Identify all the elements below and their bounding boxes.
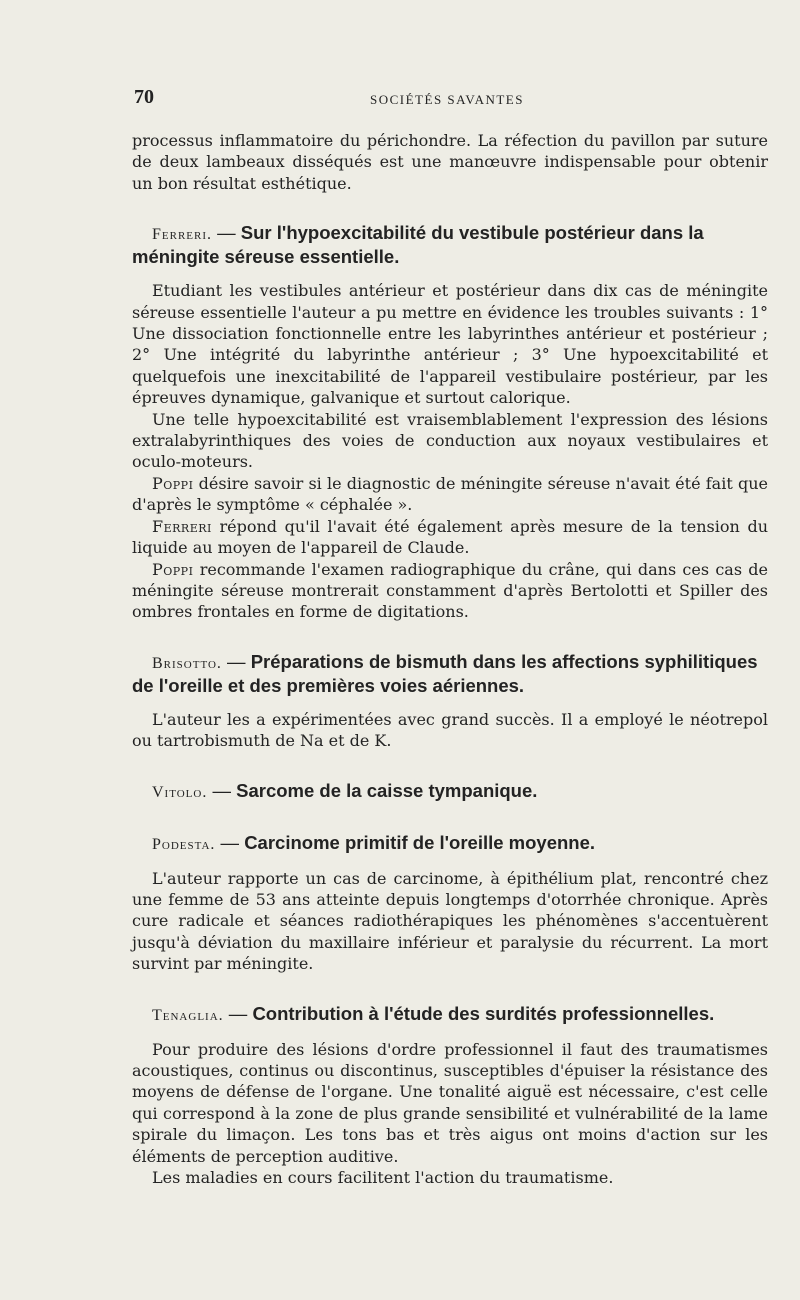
page-header <box>134 86 768 116</box>
paragraph: Etudiant les vestibules antérieur et postérieur dans dix cas de méningite séreuse essentielle l'auteur a pu mettre en évidence les troubles suivants : 1° Une dissociation fonctionnelle entre les labyrinthes antérieur et postérieur ; 2° Une intégrité du labyrinthe antérieur ; 3° Une hypoexcitabilité et quelquefois une inexcitabilité de l'appareil vestibulaire postérieur, par les épreuves dynamique, galvanique et surtout calorique. <box>132 281 768 408</box>
dash: — <box>207 779 237 801</box>
entry-title: Carcinome primitif de l'oreille moyenne. <box>244 831 596 853</box>
entry-heading-ferreri <box>132 222 768 268</box>
entry-title: Sarcome de la caisse tympanique. <box>236 779 538 801</box>
author-name: Ferreri. <box>152 226 213 244</box>
continuation-paragraph: processus inflammatoire du périchondre. La réfection du pavillon par suture de deux lambeaux disséqués est une manœuvre indispensable pour obtenir un bon résultat esthétique. <box>132 131 768 193</box>
entry-heading-brisotto <box>132 651 768 697</box>
speaker-name: Poppi <box>152 559 194 579</box>
page-number: 70 <box>134 86 154 108</box>
paragraph <box>132 516 768 559</box>
paragraph: L'auteur les a expérimentées avec grand succès. Il a employé le néotrepol ou tartrobismuth de Na et de K. <box>132 709 768 751</box>
paragraph: L'auteur rapporte un cas de carcinome, à épithélium plat, rencontré chez une femme de 53 ans atteinte depuis longtemps d'otorrhée chronique. Après cure radicale et séances radiothérapiques les phénomènes s'accentuèrent jusqu'à déviation du maxillaire inférieur et paralysie du récurrent. La mort survint par méningite. <box>132 868 768 974</box>
entry-heading-tenaglia <box>132 1003 768 1027</box>
running-title: SOCIÉTÉS SAVANTES <box>370 92 524 107</box>
entry-title: Sur l'hypoexcitabilité du vestibule postérieur dans la méningite séreuse essentielle. <box>132 222 704 268</box>
entry-title: Préparations de bismuth dans les affections syphilitiques de l'oreille et des premières voies aériennes. <box>132 650 758 696</box>
author-name: Podesta. <box>152 835 216 853</box>
paragraph: Les maladies en cours facilitent l'action du traumatisme. <box>152 1168 614 1187</box>
dash: — <box>212 222 241 244</box>
paragraph: Pour produire des lésions d'ordre professionnel il faut des traumatismes acoustiques, continus ou discontinus, susceptibles d'épuiser la résistance des moyens de défense de l'organe. Une tonalité aiguë est nécessaire, c'est celle qui correspond à la zone de plus grande sensibilité et vulnérabilité de la lame spirale du limaçon. Les tons bas et très aigus ont moins d'action sur les éléments de perception auditive. <box>132 1039 768 1166</box>
entry-heading-vitolo <box>132 780 768 804</box>
article-body <box>132 130 768 1188</box>
speaker-name: Ferreri <box>152 516 212 536</box>
dash: — <box>223 1002 253 1024</box>
author-name: Vitolo. <box>152 783 208 801</box>
dash: — <box>215 831 245 853</box>
paragraph <box>132 473 768 516</box>
paragraph: Une telle hypoexcitabilité est vraisemblablement l'expression des lésions extralabyrinthiques des voies de conduction aux noyaux vestibulaires et oculo-moteurs. <box>132 409 768 472</box>
speaker-name: Poppi <box>152 473 194 493</box>
paragraph <box>132 559 768 623</box>
paragraph-text: recommande l'examen radiographique du crâne, qui dans ces cas de méningite séreuse montrerait constamment d'après Bertolotti et Spiller des ombres frontales en forme de digitations. <box>132 559 768 622</box>
dash: — <box>221 650 251 672</box>
entry-heading-podesta <box>132 832 768 856</box>
author-name: Tenaglia. <box>152 1006 224 1024</box>
entry-title: Contribution à l'étude des surdités professionnelles. <box>252 1002 715 1024</box>
author-name: Brisotto. <box>152 654 222 672</box>
paragraph-text: répond qu'il l'avait été également après mesure de la tension du liquide au moyen de l'appareil de Claude. <box>132 516 768 558</box>
paragraph-text: désire savoir si le diagnostic de méningite séreuse n'avait été fait que d'après le symptôme « céphalée ». <box>132 473 768 515</box>
